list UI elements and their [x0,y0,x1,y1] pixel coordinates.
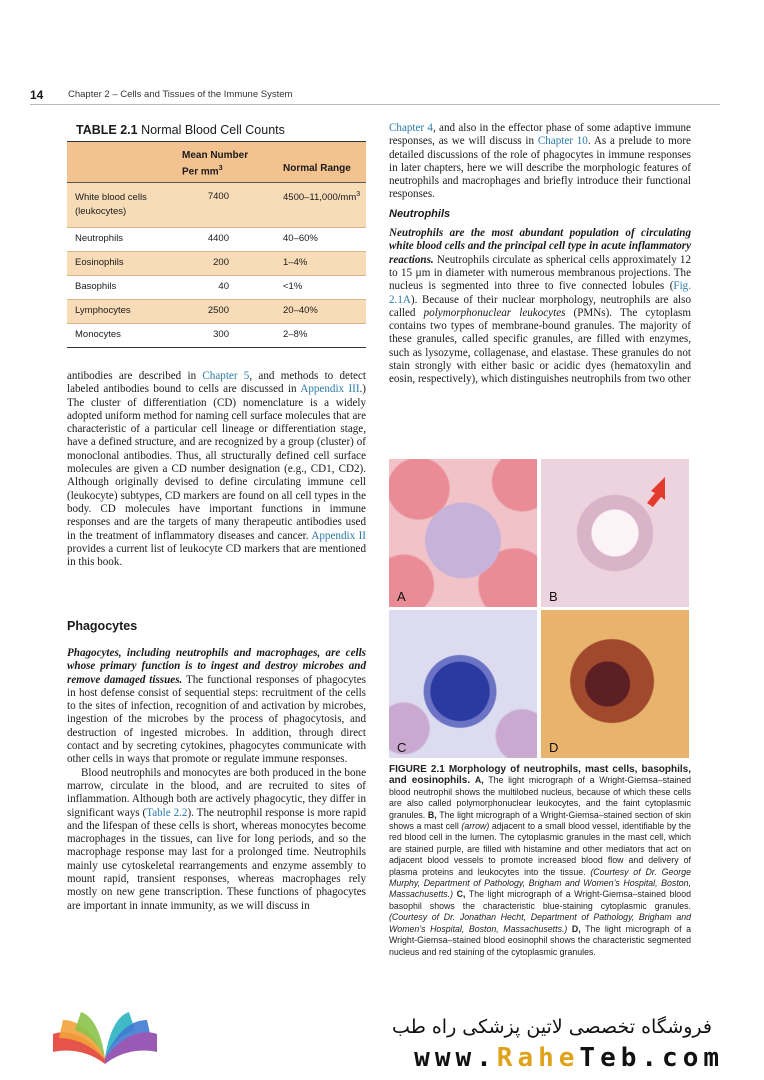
arrow-icon [541,459,689,607]
cell-name: Basophils [75,281,117,292]
micrograph-neutrophil [389,459,537,607]
table-caption: Normal Blood Cell Counts [141,123,285,137]
cell-range: 2–8% [283,329,308,340]
cell-value: 2500 [207,305,229,316]
cell-name: Monocytes [75,329,121,340]
panel-label-b: B [549,589,558,604]
cell-name: Eosinophils [75,257,124,268]
paragraph-neutrophils: Neutrophils are the most abundant population of circulating white blood cells and the principal cell type in acute inflammatory reactions. Neutrophils circulate as spherical cells approximately 12 to 15 µm in diameter with numerous membranous projections. The nucleus is segmented into three to five connected lobules (Fig. 2.1A). Because of their nuclear morphology, neutrophils are also called polymorphonuclear leukocytes (PMNs). The cytoplasm contains two types of membrane-bound granules. The majority of these granules, called specific granules, are filled with enzymes, such as lysozyme, collagenase, and elastase. These granules do not stain strongly with either basic or acidic dyes (hematoxylin and eosin, respectively), which distinguishes neutrophils from two other [389,227,691,386]
cell-value: 40 [218,281,229,292]
link-chapter-4[interactable]: Chapter 4 [389,122,433,134]
left-column-lower [67,647,366,913]
cell-name: Lymphocytes [75,305,131,316]
paragraph-cd-markers: antibodies are described in Chapter 5, and methods to detect labeled antibodies bound to cells are discussed in Appendix III.) The cluster of differentiation (CD) nomenclature is a widely adopted uniform method for naming cell surface molecules that are characteristic of a particular cell lineage or differentiation stage, have a defined structure, and are recognized by a group (cluster) of monoclonal antibodies. Thus, all structurally defined cell surface molecules are given a CD number designation (e.g., CD1, CD2). Although originally devised to define circulating immune cell (leukocyte) subtypes, CD markers are found on all cell types in the body. CD molecules have important functions in immune responses and are the targets of many therapeutic antibodies used in the treatment of inflammatory diseases and cancer. Appendix II provides a current list of leukocyte CD markers that are mentioned in this book. [67,370,366,569]
figure-caption: FIGURE 2.1 Morphology of neutrophils, mast cells, basophils, and eosinophils. A, The light micrograph of a Wright-Giemsa–stained blood neutrophil shows the multilobed nucleus, because of which these cells are also called polymorphonuclear leukocytes, and the faint cytoplasmic granules. B, The light micrograph of a Wright-Giemsa–stained section of skin shows a mast cell (arrow) adjacent to a small blood vessel, identifiable by the red blood cell in the lumen. The cytoplasmic granules in the mast cell, which are stained purple, are filled with histamine and other mediators that act on adjacent blood vessels to promote increased blood flow and delivery of plasma proteins and leukocytes into the tissue. (Courtesy of Dr. George Murphy, Department of Pathology, Brigham and Women’s Hospital, Boston, Massachusetts.) C, The light micrograph of a Wright-Giemsa–stained blood basophil shows the characteristic blue-staining cytoplasmic granules. (Courtesy of Dr. Jonathan Hecht, Department of Pathology, Brigham and Women’s Hospital, Boston, Massachusetts.) D, The light micrograph of a Wright-Giemsa–stained blood eosinophil shows the characteristic segmented nucleus and red staining of the cytoplasmic granules. [389,764,691,957]
table-row [67,252,366,276]
col-header-range: Normal Range [283,163,351,174]
page-header [30,88,720,105]
panel-label-c: C [397,740,407,755]
table-row [67,324,366,347]
link-chapter-5[interactable]: Chapter 5 [202,370,250,382]
page-number: 14 [30,88,44,102]
site-url[interactable]: www.RaheTeb.com [414,1043,724,1073]
link-chapter-10[interactable]: Chapter 10 [537,135,588,148]
left-column-upper [67,370,366,569]
cell-name: White blood cells (leukocytes) [75,192,147,217]
table-label: TABLE 2.1 [76,123,138,137]
book-logo-icon [45,1008,165,1070]
cell-value: 300 [213,329,229,340]
table-row [67,276,366,300]
cell-range: 40–60% [283,233,318,244]
cell-range: 20–40% [283,305,318,316]
table-row [67,300,366,324]
col-header-mean: Mean Number Per $mm^3$ [182,150,249,178]
blood-cell-table [67,141,366,348]
link-appendix-ii[interactable]: Appendix II [311,529,366,542]
micrograph-eosinophil [541,610,689,758]
table-header-row [67,142,366,183]
cell-range: 1–4% [283,257,308,268]
store-name: فروشگاه تخصصی لاتین پزشکی راه طب [392,1016,712,1038]
paragraph-neutrophils-monocytes: Blood neutrophils and monocytes are both produced in the bone marrow, circulate in the blood, and are recruited to sites of inflammation. Although both are actively phagocytic, they differ in significant ways (Table 2.2). The neutrophil response is more rapid and the lifespan of these cells is short, whereas monocytes become macrophages in the tissues, can live for long periods, and so the macrophage response may last for a prolonged time. Neutrophils mainly use cytoskeletal rearrangements and enzyme assembly to mount rapid, transient responses, whereas macrophages rely mostly on new gene transcription. These functions of phagocytes are important in innate immunity, as we will discuss in [67,766,367,912]
figure-caption-title: FIGURE 2.1 Morphology of neutrophils, mast cells, basophils, and eosinophils. [389,764,691,787]
right-column [389,122,691,387]
link-fig-2-1a[interactable]: Fig. 2.1A [389,280,691,306]
link-appendix-iii[interactable]: Appendix III [300,383,360,396]
panel-label-a: A [397,589,406,604]
paragraph-continued: Chapter 4, and also in the effector phase of some adaptive immune responses, as we will discuss in Chapter 10. As a prelude to more detailed discussions of the role of phagocytes in immune responses in later chapters, here we will describe the morphologic features of neutrophils and macrophages and briefly introduce their functional responses. [389,122,691,201]
link-table-2-2[interactable]: Table 2.2 [146,806,188,819]
table-row [67,183,366,228]
panel-label-d: D [549,740,559,755]
cell-range: <1% [283,281,303,292]
cell-value: 4400 [207,233,229,244]
table-row [67,228,366,252]
micrograph-mast-cell [541,459,689,607]
cell-value: 7400 [207,191,229,202]
running-chapter-title: Chapter 2 – Cells and Tissues of the Immune System [68,89,293,100]
cell-value: 200 [213,257,229,268]
micrograph-basophil [389,610,537,758]
cell-name: Neutrophils [75,233,124,244]
subheading-neutrophils: Neutrophils [389,207,451,220]
paragraph-phagocytes-intro: Phagocytes, including neutrophils and macrophages, are cells whose primary function is to ingest and destroy microbes and remove damaged tissues. The functional responses of phagocytes in host defense consist of sequential steps: recruitment of the cells to the sites of infection, recognition of and activation by microbes, ingestion of the microbes by the process of phagocytosis, and destruction of ingested microbes. In addition, through direct contact and by secreting cytokines, phagocytes communicate with other cells in ways that promote or regulate immune responses. [67,647,366,766]
cell-range: $4500-11,000/mm^3$ [283,191,361,204]
section-heading-phagocytes: Phagocytes [67,619,138,633]
table-title [76,123,285,137]
